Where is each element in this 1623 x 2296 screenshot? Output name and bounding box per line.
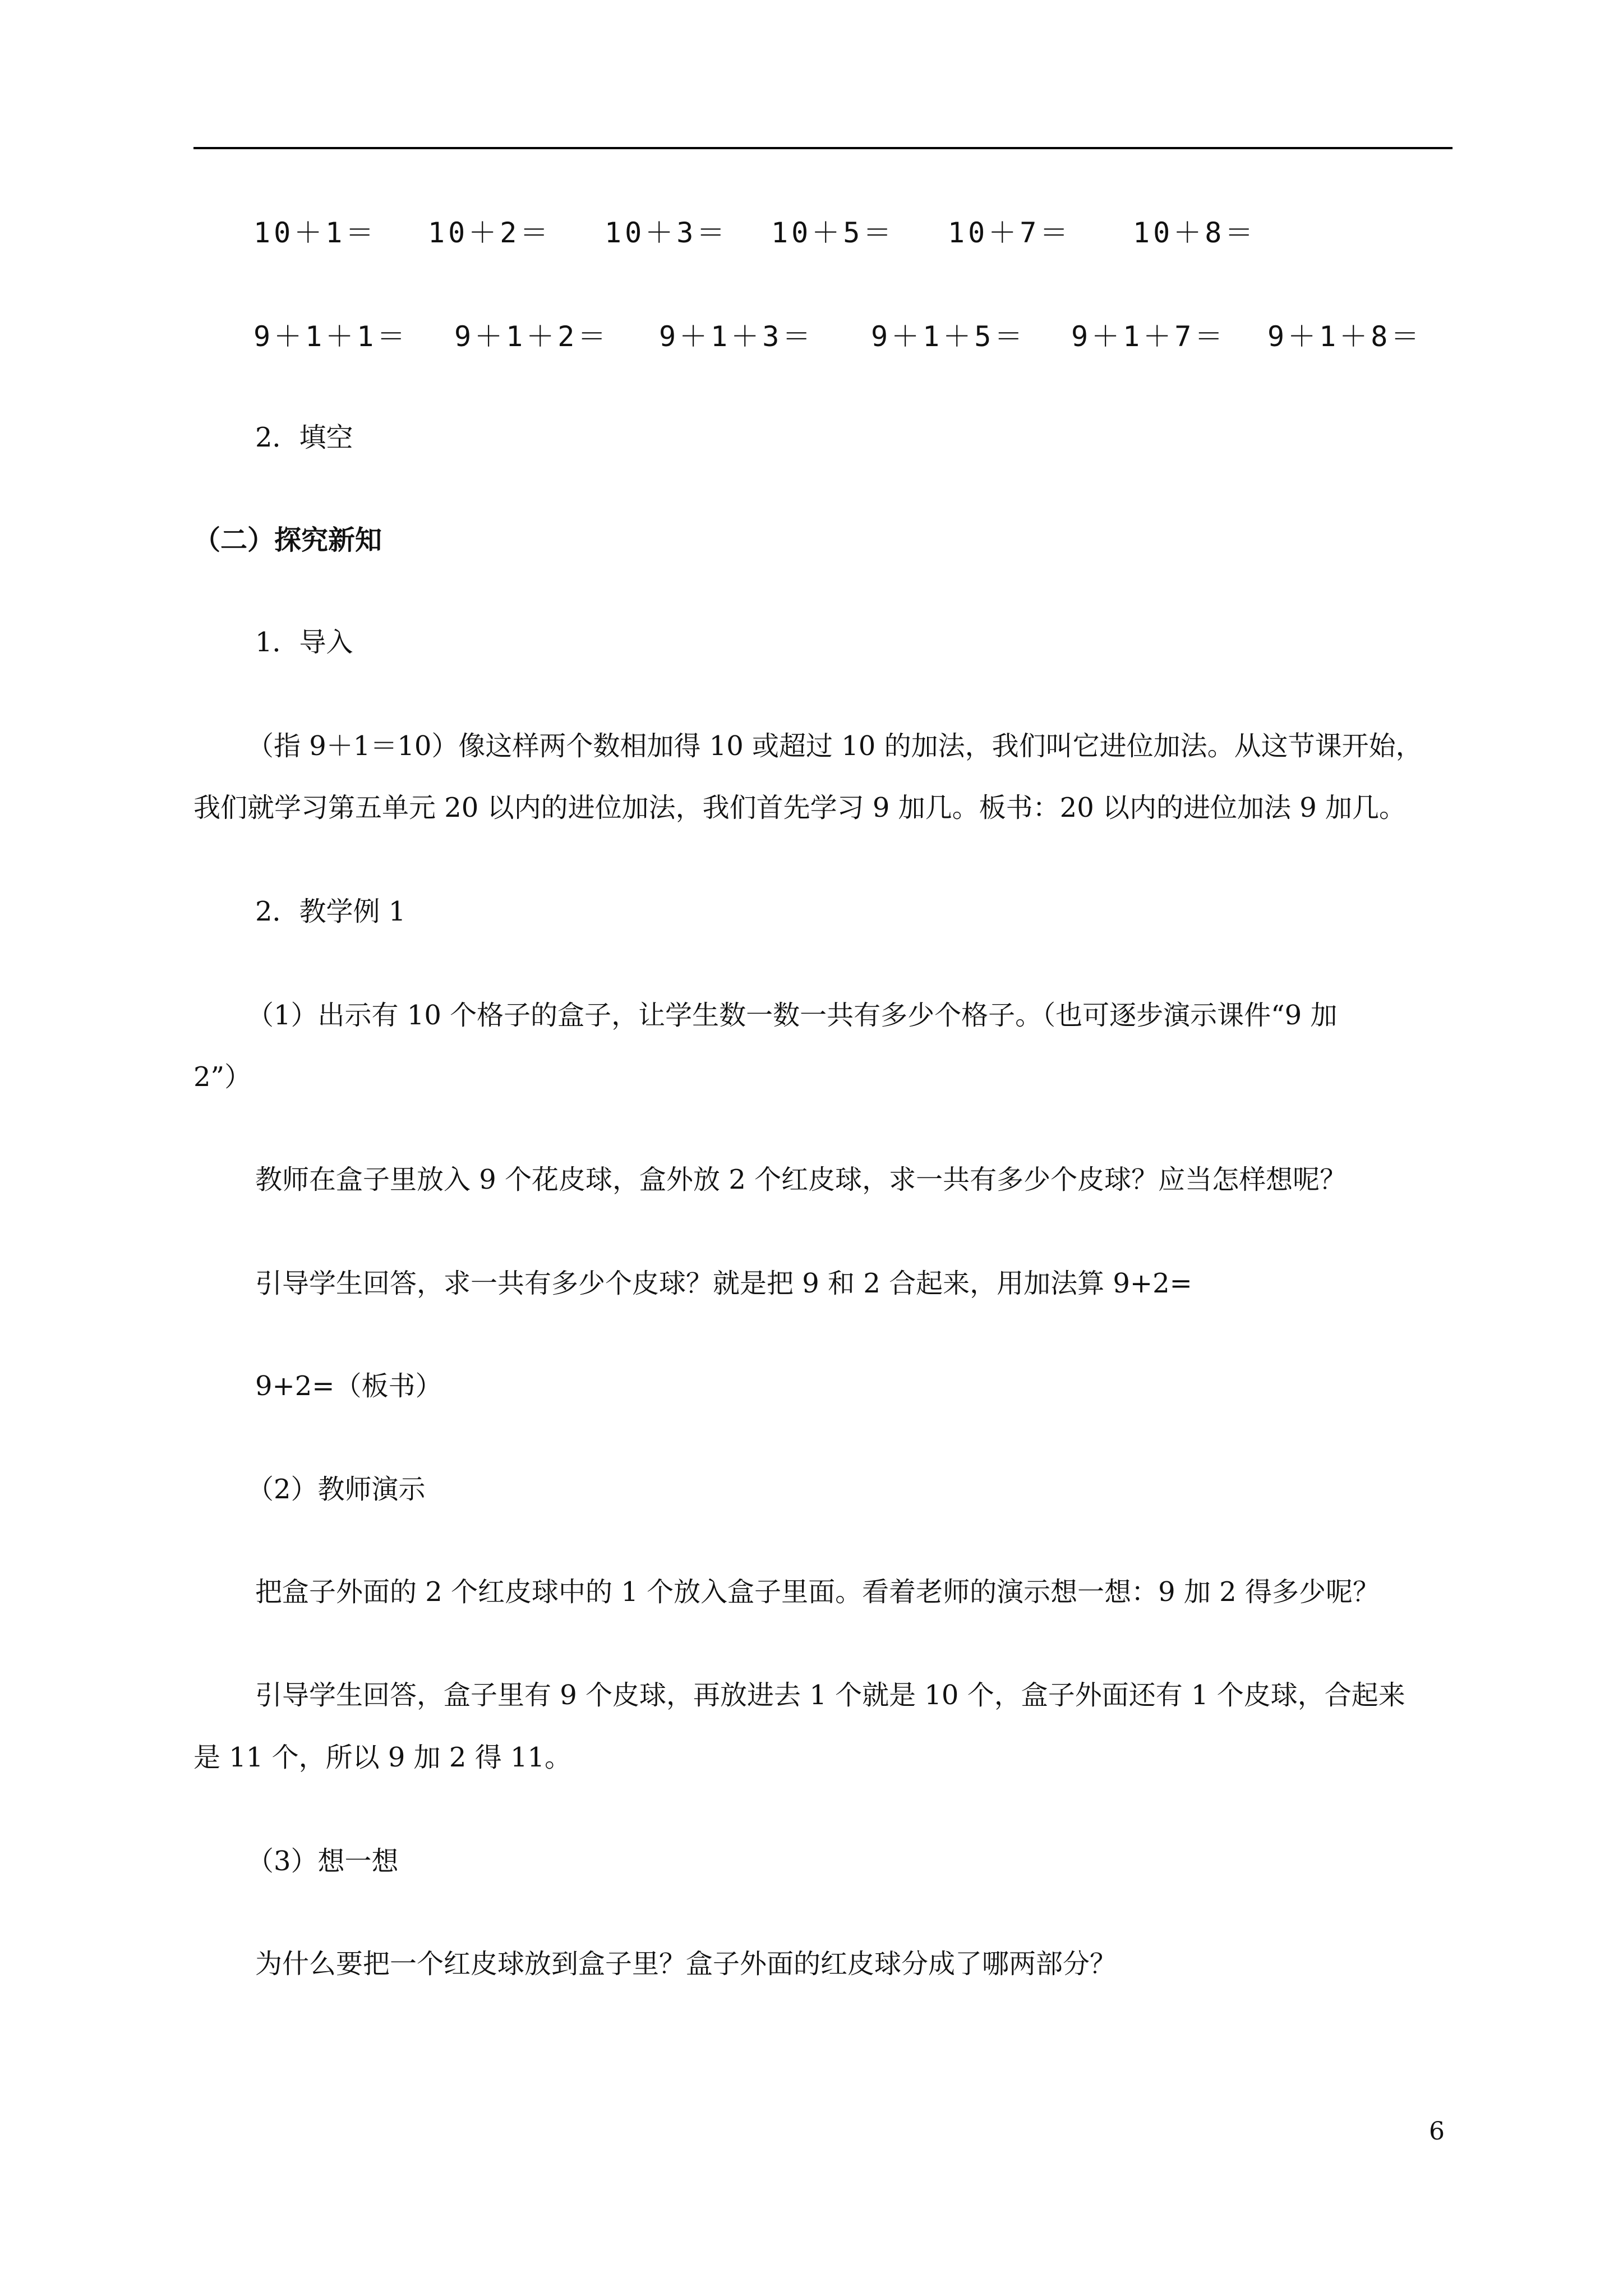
header-rule <box>193 147 1453 149</box>
teacher-paragraph: 教师在盒子里放入 9 个花皮球，盒外放 2 个红皮球，求一共有多少个皮球？应当怎样想呢？ <box>255 1164 1347 1195</box>
expression: 9＋1＋1＝ <box>253 320 409 353</box>
expression: 9＋1＋7＝ <box>1071 320 1227 353</box>
example-heading: 2．教学例 1 <box>255 896 406 927</box>
think-heading: （3）想一想 <box>247 1846 399 1877</box>
intro-paragraph-line-1: （指 9＋1＝10）像这样两个数相加得 10 或超过 10 的加法，我们叫它进位加法。从这节课开始， <box>247 730 1423 762</box>
page-number: 6 <box>1429 2117 1445 2146</box>
answer-paragraph-line-1: 引导学生回答，盒子里有 9 个皮球，再放进去 1 个就是 10 个，盒子外面还有 1 个皮球，合起来 <box>255 1680 1405 1711</box>
answer-paragraph-line-2: 是 11 个，所以 9 加 2 得 11。 <box>193 1742 572 1773</box>
example-step-1-line-1: （1）出示有 10 个格子的盒子，让学生数一数一共有多少个格子。（也可逐步演示课件“9 加 <box>247 1000 1338 1031</box>
think-paragraph: 为什么要把一个红皮球放到盒子里？盒子外面的红皮球分成了哪两部分？ <box>255 1948 1117 1980</box>
expression: 9＋1＋5＝ <box>871 320 1026 353</box>
expression: 10＋8＝ <box>1133 217 1257 249</box>
expression: 9＋1＋2＝ <box>454 320 610 353</box>
fill-blank-heading: 2．填空 <box>255 422 353 453</box>
guide-paragraph: 引导学生回答，求一共有多少个皮球？就是把 9 和 2 合起来，用加法算 9+2= <box>255 1268 1192 1299</box>
intro-paragraph-line-2: 我们就学习第五单元 20 以内的进位加法，我们首先学习 9 加几。板书：20 以内的进位加法 9 加几。 <box>193 792 1407 823</box>
section-heading: （二）探究新知 <box>193 524 382 556</box>
expression: 10＋1＝ <box>253 217 377 249</box>
expression: 9＋1＋3＝ <box>659 320 814 353</box>
expression: 10＋2＝ <box>428 217 552 249</box>
expression: 10＋7＝ <box>948 217 1072 249</box>
example-step-1-line-2: 2”） <box>193 1061 252 1093</box>
expression: 9＋1＋8＝ <box>1267 320 1423 353</box>
expression: 10＋5＝ <box>771 217 895 249</box>
demo-heading: （2）教师演示 <box>247 1474 426 1505</box>
demo-paragraph: 把盒子外面的 2 个红皮球中的 1 个放入盒子里面。看着老师的演示想一想：9 加 2 得多少呢？ <box>255 1576 1380 1608</box>
board-note: 9+2=（板书） <box>255 1370 442 1402</box>
expression: 10＋3＝ <box>605 217 728 249</box>
intro-heading: 1．导入 <box>255 627 353 658</box>
